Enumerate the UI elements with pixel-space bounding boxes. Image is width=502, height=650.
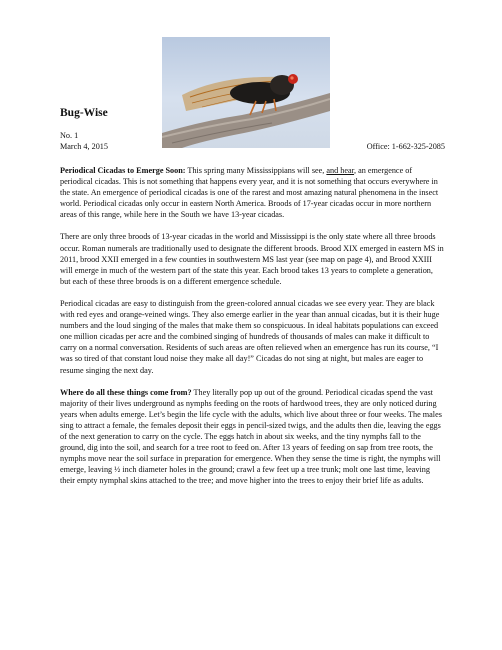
underlined-text: and hear — [326, 166, 355, 175]
paragraph-text: , an emergence of periodical cicadas. This is not something that happens every year, and it is not something that occurs everywhere in the state. An emergence of periodical cicadas is one of the rarest and most amazing natural phenomena in the insect world. Periodical cicadas only occur in eastern North America. Broods of 17-year cicadas occur in more northern areas of this range, while here in the South we have 13-year cicadas. — [60, 166, 439, 220]
newsletter-title: Bug-Wise — [60, 107, 108, 119]
section-heading: Where do all these things come from? — [60, 387, 192, 397]
paragraph-intro — [60, 165, 445, 220]
paragraph-broods: There are only three broods of 13-year cicadas in the world and Mississippi is the only state where all three broods occur. Roman numerals are traditionally used to designate the different broods. Brood XIX emerged in eastern MS in 2011, brood XXII emerged in a few counties in southwestern MS last year (see map on page 4), and Brood XXIII will emerge in much of the western part of the state this year. Each brood takes 13 years to complete a generation, but each of these three broods is on a different emergence schedule. — [60, 232, 444, 286]
section-heading: Periodical Cicadas to Emerge Soon: — [60, 166, 186, 175]
paragraph-origin — [60, 387, 445, 487]
paragraph-text: This spring many Mississippians will see, — [185, 166, 327, 175]
issue-meta — [60, 130, 445, 152]
article-body — [60, 165, 445, 497]
issue-date: March 4, 2015 — [60, 142, 108, 151]
paragraph-text: They literally pop up out of the ground. Periodical cicadas spend the vast majority of their lives underground as nymphs feeding on the roots of hardwood trees, they are only noticed during years when adults emerge. Let’s begin the life cycle with the adults, which live about three or four weeks. The males sing to attract a female, the females deposit their eggs in pencil-sized twigs, and the adults then die, leaving the eggs of the next generation to carry on the cycle. The eggs hatch in about six weeks, and the tiny nymphs fall to the ground, dig into the soil, and search for a tree root to feed on. After 13 years of feeding on sap from tree roots, the nymphs move near the soil surface in preparation for emergence. When they sense the time is right, the nymphs will emerge, leaving ½ inch diameter holes in the ground; crawl a few feet up a tree trunk; molt one last time, leaving their empty nymphal skins attached to the tree; and move higher into the trees to enjoy their brief life as adults. — [60, 387, 442, 486]
date-office-row — [60, 141, 445, 152]
paragraph-appearance: Periodical cicadas are easy to distinguish from the green-colored annual cicadas we see every year. They are black with red eyes and orange-veined wings. They also emerge earlier in the year than annual cicadas, but it is their huge numbers and the loud singing of the males that make them so conspicuous. In ideal habitats populations can exceed one million cicadas per acre and the combined singing of hundreds of thousands of males can make it difficult to carry on a normal conversation. Residents of such areas are often relieved when an emergence has run its course, “I was so tired of that constant loud noise they make all day!” Cicadas do not sing at night, but males are eager to resume singing the next day. — [60, 298, 440, 375]
office-phone: Office: 1-662-325-2085 — [366, 142, 445, 151]
issue-number: No. 1 — [60, 131, 79, 140]
